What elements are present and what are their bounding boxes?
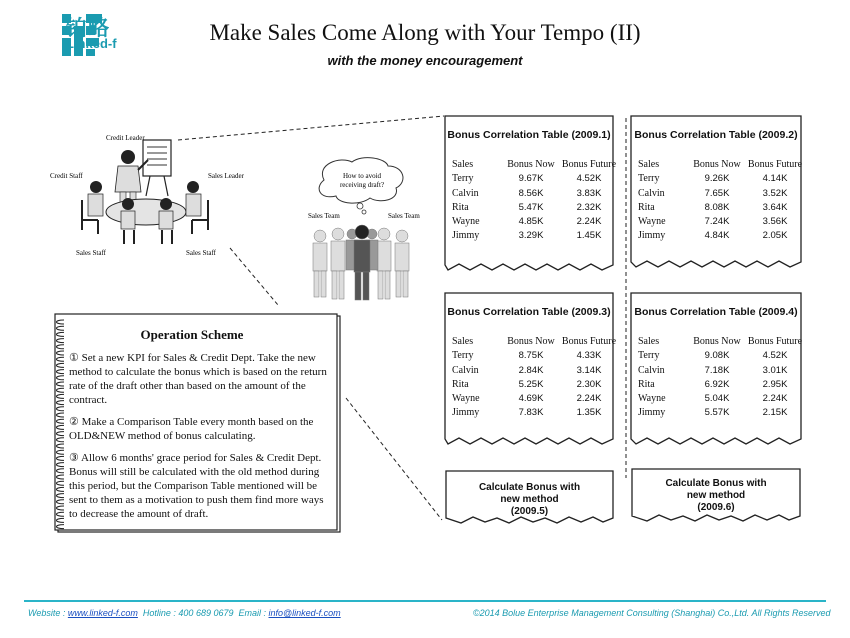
label-sales-staff-left: Sales Staff	[76, 249, 107, 257]
cell-sales-name: Jimmy	[452, 230, 480, 242]
cell-sales-name: Calvin	[452, 364, 479, 376]
cell-sales-name: Rita	[452, 201, 469, 213]
table-row	[452, 393, 618, 407]
operation-step-1: ① Set a new KPI for Sales & Credit Dept. Take the new method to calculate the bonus which is based on the return rate of the draft other than based on the amount of the contract.	[69, 352, 327, 406]
footer-website-link[interactable]: www.linked-f.com	[67, 608, 138, 618]
table-row	[638, 173, 804, 187]
bonus-table-card	[630, 115, 802, 272]
cell-bonus-now: 5.57K	[704, 407, 730, 419]
footer-email-link[interactable]: info@linked-f.com	[268, 608, 341, 618]
bonus-table	[452, 159, 618, 245]
bonus-table-card	[444, 292, 617, 449]
cell-bonus-future: 3.01K	[762, 364, 788, 376]
header-bonus-future: Bonus Future	[747, 159, 803, 170]
cell-bonus-now: 9.08K	[704, 350, 730, 362]
bonus-table	[638, 336, 804, 422]
bonus-table-card	[444, 115, 617, 275]
header-sales: Sales	[452, 336, 474, 347]
cell-bonus-now: 5.47K	[518, 201, 544, 213]
cell-bonus-future: 2.15K	[762, 407, 788, 419]
cell-sales-name: Rita	[638, 378, 655, 390]
cell-sales-name: Terry	[452, 350, 474, 362]
cell-bonus-now: 5.25K	[518, 378, 544, 390]
table-row	[452, 365, 618, 379]
calc-card-line2: new method	[686, 490, 746, 501]
footer-contact	[28, 608, 341, 618]
thought-bubble-line1: How to avoid	[342, 172, 382, 180]
table-row	[638, 379, 804, 393]
header-bonus-future: Bonus Future	[561, 159, 617, 170]
cell-bonus-now: 8.08K	[704, 201, 730, 213]
table-row	[638, 202, 804, 216]
cell-sales-name: Wayne	[452, 216, 480, 228]
cell-sales-name: Jimmy	[452, 407, 480, 419]
bonus-table-header	[452, 336, 618, 350]
table-row	[452, 216, 618, 230]
cell-sales-name: Calvin	[452, 187, 479, 199]
logo-english-text: Linked-f	[66, 36, 117, 51]
cell-bonus-future: 4.33K	[576, 350, 602, 362]
bonus-table	[638, 159, 804, 245]
cell-bonus-now: 4.84K	[704, 230, 730, 242]
calc-card-line3: (2009.5)	[510, 506, 549, 517]
cell-bonus-now: 4.69K	[518, 393, 544, 405]
cell-bonus-future: 2.24K	[762, 393, 788, 405]
label-sales-team-left: Sales Team	[308, 212, 340, 220]
label-sales-leader: Sales Leader	[208, 172, 244, 180]
calc-card-2009-6	[631, 468, 801, 524]
cell-bonus-future: 2.24K	[576, 393, 602, 405]
cell-bonus-now: 8.75K	[518, 350, 544, 362]
table-row	[452, 173, 618, 187]
table-row	[638, 216, 804, 230]
cell-bonus-future: 2.24K	[576, 216, 602, 228]
bonus-table-card	[630, 292, 802, 449]
table-row	[638, 350, 804, 364]
bonus-table-title: Bonus Correlation Table (2009.1)	[447, 129, 611, 141]
footer-email-label: Email :	[238, 608, 269, 618]
table-row	[638, 407, 804, 421]
cell-bonus-future: 3.56K	[762, 216, 788, 228]
calc-card-line1: Calculate Bonus with	[478, 482, 581, 493]
cell-sales-name: Terry	[452, 173, 474, 185]
operation-step-2: ② Make a Comparison Table every month based on the OLD&NEW method of bonus calculating.	[69, 416, 314, 442]
bonus-table-title: Bonus Correlation Table (2009.2)	[634, 129, 798, 141]
table-row	[638, 230, 804, 244]
cell-bonus-now: 7.65K	[704, 187, 730, 199]
table-row	[452, 230, 618, 244]
bonus-table	[452, 336, 618, 422]
table-row	[452, 202, 618, 216]
table-row	[452, 188, 618, 202]
footer-hotline: Hotline : 400 689 0679	[142, 608, 234, 618]
header-bonus-now: Bonus Now	[507, 336, 555, 347]
cell-sales-name: Wayne	[638, 216, 666, 228]
operation-scheme-title: Operation Scheme	[140, 327, 244, 342]
cell-bonus-now: 7.24K	[704, 216, 730, 228]
calc-card-line1: Calculate Bonus with	[665, 478, 767, 489]
cell-bonus-future: 2.05K	[762, 230, 788, 242]
cell-bonus-now: 5.04K	[704, 393, 730, 405]
table-row	[638, 365, 804, 379]
bonus-table-title: Bonus Correlation Table (2009.4)	[634, 306, 798, 318]
table-row	[452, 350, 618, 364]
cell-sales-name: Jimmy	[638, 230, 666, 242]
label-credit-leader: Credit Leader	[106, 134, 145, 142]
cell-sales-name: Terry	[638, 350, 660, 362]
label-credit-staff: Credit Staff	[50, 172, 83, 180]
label-sales-staff-right: Sales Staff	[186, 249, 217, 257]
cell-bonus-future: 4.52K	[576, 173, 602, 185]
cell-sales-name: Rita	[638, 201, 655, 213]
cell-bonus-now: 9.26K	[704, 173, 730, 185]
header-bonus-now: Bonus Now	[693, 336, 741, 347]
cell-bonus-now: 7.18K	[704, 364, 730, 376]
cell-sales-name: Calvin	[638, 364, 665, 376]
cell-bonus-now: 9.67K	[518, 173, 544, 185]
cell-bonus-future: 3.64K	[762, 201, 788, 213]
cell-sales-name: Jimmy	[638, 407, 666, 419]
cell-sales-name: Wayne	[638, 393, 666, 405]
bonus-table-title: Bonus Correlation Table (2009.3)	[447, 306, 611, 318]
footer-website-label: Website :	[28, 608, 68, 618]
cell-bonus-now: 2.84K	[518, 364, 544, 376]
logo-chinese-text: 铂略	[66, 16, 110, 40]
cell-bonus-now: 6.92K	[704, 378, 730, 390]
cell-bonus-future: 3.52K	[762, 187, 788, 199]
header-sales: Sales	[638, 336, 660, 347]
calc-card-2009-5	[445, 470, 614, 526]
cell-bonus-now: 7.83K	[518, 407, 544, 419]
operation-step-3: ③ Allow 6 months' grace period for Sales & Credit Dept. Bonus will still be calculated with the old method during this period, but the Comparison Table mentioned will be sent to them as a motivation to push them find more ways to decrease the amount of draft.	[69, 452, 324, 520]
page-title: Make Sales Come Along with Your Tempo (II)	[209, 20, 641, 45]
page-subtitle: with the money encouragement	[327, 53, 523, 68]
header-bonus-future: Bonus Future	[561, 336, 617, 347]
table-row	[638, 393, 804, 407]
cell-sales-name: Calvin	[638, 187, 665, 199]
label-sales-team-right: Sales Team	[388, 212, 420, 220]
calc-card-line2: new method	[500, 494, 559, 505]
cell-sales-name: Rita	[452, 378, 469, 390]
cell-bonus-now: 3.29K	[518, 230, 544, 242]
footer-copyright: ©2014 Bolue Enterprise Management Consulting (Shanghai) Co.,Ltd. All Rights Reserved	[473, 608, 831, 618]
cell-bonus-future: 2.30K	[576, 378, 602, 390]
cell-bonus-now: 8.56K	[518, 187, 544, 199]
cell-bonus-future: 2.95K	[762, 378, 788, 390]
cell-bonus-future: 2.32K	[576, 201, 602, 213]
table-row	[452, 379, 618, 393]
cell-sales-name: Wayne	[452, 393, 480, 405]
table-row	[638, 188, 804, 202]
cell-bonus-future: 4.14K	[762, 173, 788, 185]
cell-bonus-future: 3.83K	[576, 187, 602, 199]
header-bonus-future: Bonus Future	[747, 336, 803, 347]
cell-bonus-future: 4.52K	[762, 350, 788, 362]
cell-bonus-future: 1.35K	[576, 407, 602, 419]
header-bonus-now: Bonus Now	[693, 159, 741, 170]
cell-bonus-future: 1.45K	[576, 230, 602, 242]
thought-bubble-line2: receiving draft?	[339, 181, 385, 189]
bonus-table-header	[452, 159, 618, 173]
header-sales: Sales	[452, 159, 474, 170]
header-sales: Sales	[638, 159, 660, 170]
footer-divider	[24, 600, 826, 602]
bonus-table-header	[638, 336, 804, 350]
cell-bonus-now: 4.85K	[518, 216, 544, 228]
bonus-table-header	[638, 159, 804, 173]
cell-bonus-future: 3.14K	[576, 364, 602, 376]
cell-sales-name: Terry	[638, 173, 660, 185]
calc-card-line3: (2009.6)	[697, 502, 735, 513]
header-bonus-now: Bonus Now	[507, 159, 555, 170]
table-row	[452, 407, 618, 421]
